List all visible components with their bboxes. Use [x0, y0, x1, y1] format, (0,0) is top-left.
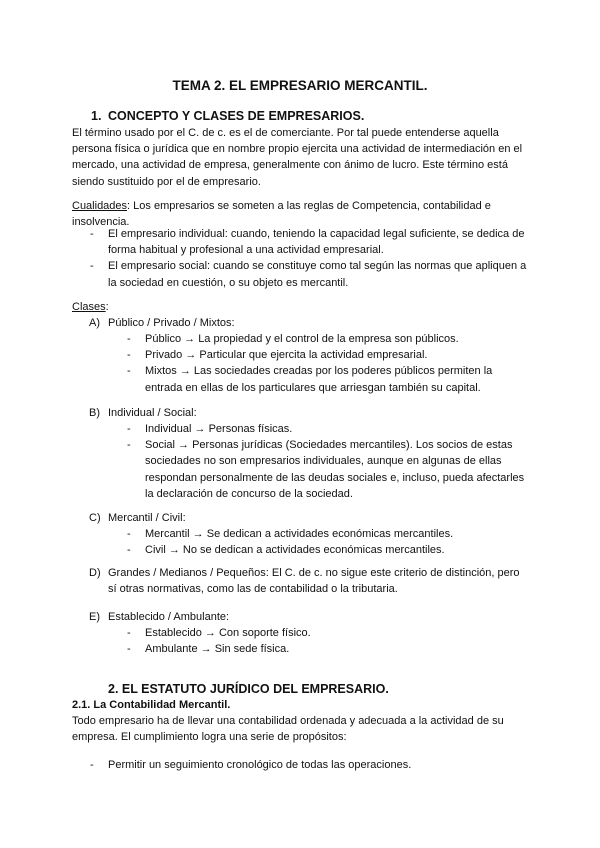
document-title: TEMA 2. EL EMPRESARIO MERCANTIL.	[172, 78, 428, 93]
list-item: - Ambulante → Sin sede física.	[127, 641, 529, 657]
section-2-heading: 2. EL ESTATUTO JURÍDICO DEL EMPRESARIO.	[108, 682, 389, 696]
clase-b-letter: B)	[89, 407, 100, 419]
list-item: - Civil → No se dedican a actividades económicas mercantiles.	[127, 542, 529, 558]
list-item: - Mercantil → Se dedican a actividades económicas mercantiles.	[127, 526, 529, 542]
cualidades-text: : Los empresarios se someten a las reglas de Competencia, contabilidad e insolvencia.	[72, 200, 491, 229]
list-item: - Establecido → Con soporte físico.	[127, 625, 529, 641]
clase-a-heading	[89, 315, 235, 331]
section-2-list	[90, 757, 530, 773]
clase-a-name: Público / Privado / Mixtos:	[108, 317, 235, 329]
clase-d-heading	[89, 565, 531, 597]
clase-b-list	[127, 421, 529, 502]
list-item: - El empresario social: cuando se constituye como tal según las normas que apliquen a la sociedad en cuestión, o su objeto es mercantil.	[90, 258, 530, 290]
list-item: - Individual → Personas físicas.	[127, 421, 529, 437]
clase-d-letter: D)	[89, 567, 101, 579]
section-1-heading	[91, 109, 364, 123]
clase-a-letter: A)	[89, 317, 100, 329]
clases-label: Clases	[72, 301, 106, 313]
clase-e-heading	[89, 609, 229, 625]
clase-d-name: Grandes / Medianos / Pequeños: El C. de c. no sigue este criterio de distinción, pero sí otras normativas, como las de contabilidad o la tributaria.	[108, 567, 520, 596]
clase-b-name: Individual / Social:	[108, 407, 197, 419]
clase-c-heading	[89, 510, 186, 526]
list-item: - Público → La propiedad y el control de la empresa son públicos.	[127, 331, 529, 347]
section-1-intro: El término usado por el C. de c. es el de comerciante. Por tal puede entenderse aquella persona física o jurídica que en nombre propio ejercita una actividad de intermediación en el mercado, una actividad de empresa, generalmente con ánimo de lucro. Este término está siendo sustituido por el de empresario.	[72, 127, 523, 188]
clase-b-heading	[89, 405, 197, 421]
clase-a-list	[127, 331, 529, 396]
list-item: - El empresario individual: cuando, teniendo la capacidad legal suficiente, se dedica de forma habitual y profesional a una actividad empresarial.	[90, 226, 530, 258]
list-item: - Permitir un seguimiento cronológico de todas las operaciones.	[90, 757, 530, 773]
clase-e-list	[127, 625, 529, 657]
list-item: - Social → Personas jurídicas (Sociedades mercantiles). Los socios de estas sociedades no son empresarios individuales, aunque en algunas de ellas respondan personalmente de las deudas sociales e, incluso, pueda afectarles la declaración de concurso de la sociedad.	[127, 437, 529, 502]
section-2-text: Todo empresario ha de llevar una contabilidad ordenada y adecuada a la actividad de su empresa. El cumplimiento logra una serie de propósitos:	[72, 715, 504, 744]
cualidades-label: Cualidades	[72, 200, 128, 212]
section-1-heading-text: CONCEPTO Y CLASES DE EMPRESARIOS.	[108, 109, 365, 123]
list-item: - Mixtos → Las sociedades creadas por los poderes públicos permiten la entrada en ellas de los particulares que arriesgan también su capital.	[127, 363, 529, 395]
clases-colon: :	[105, 301, 109, 313]
clases-label-line	[72, 299, 532, 315]
section-2-1-heading: 2.1. La Contabilidad Mercantil.	[72, 699, 231, 711]
list-item: - Privado → Particular que ejercita la actividad empresarial.	[127, 347, 529, 363]
section-1-number: 1.	[91, 109, 102, 123]
clase-c-letter: C)	[89, 512, 101, 524]
clase-e-letter: E)	[89, 611, 100, 623]
cualidades-list	[90, 226, 530, 291]
clase-c-name: Mercantil / Civil:	[108, 512, 186, 524]
clase-c-list	[127, 526, 529, 558]
clase-e-name: Establecido / Ambulante:	[108, 611, 230, 623]
